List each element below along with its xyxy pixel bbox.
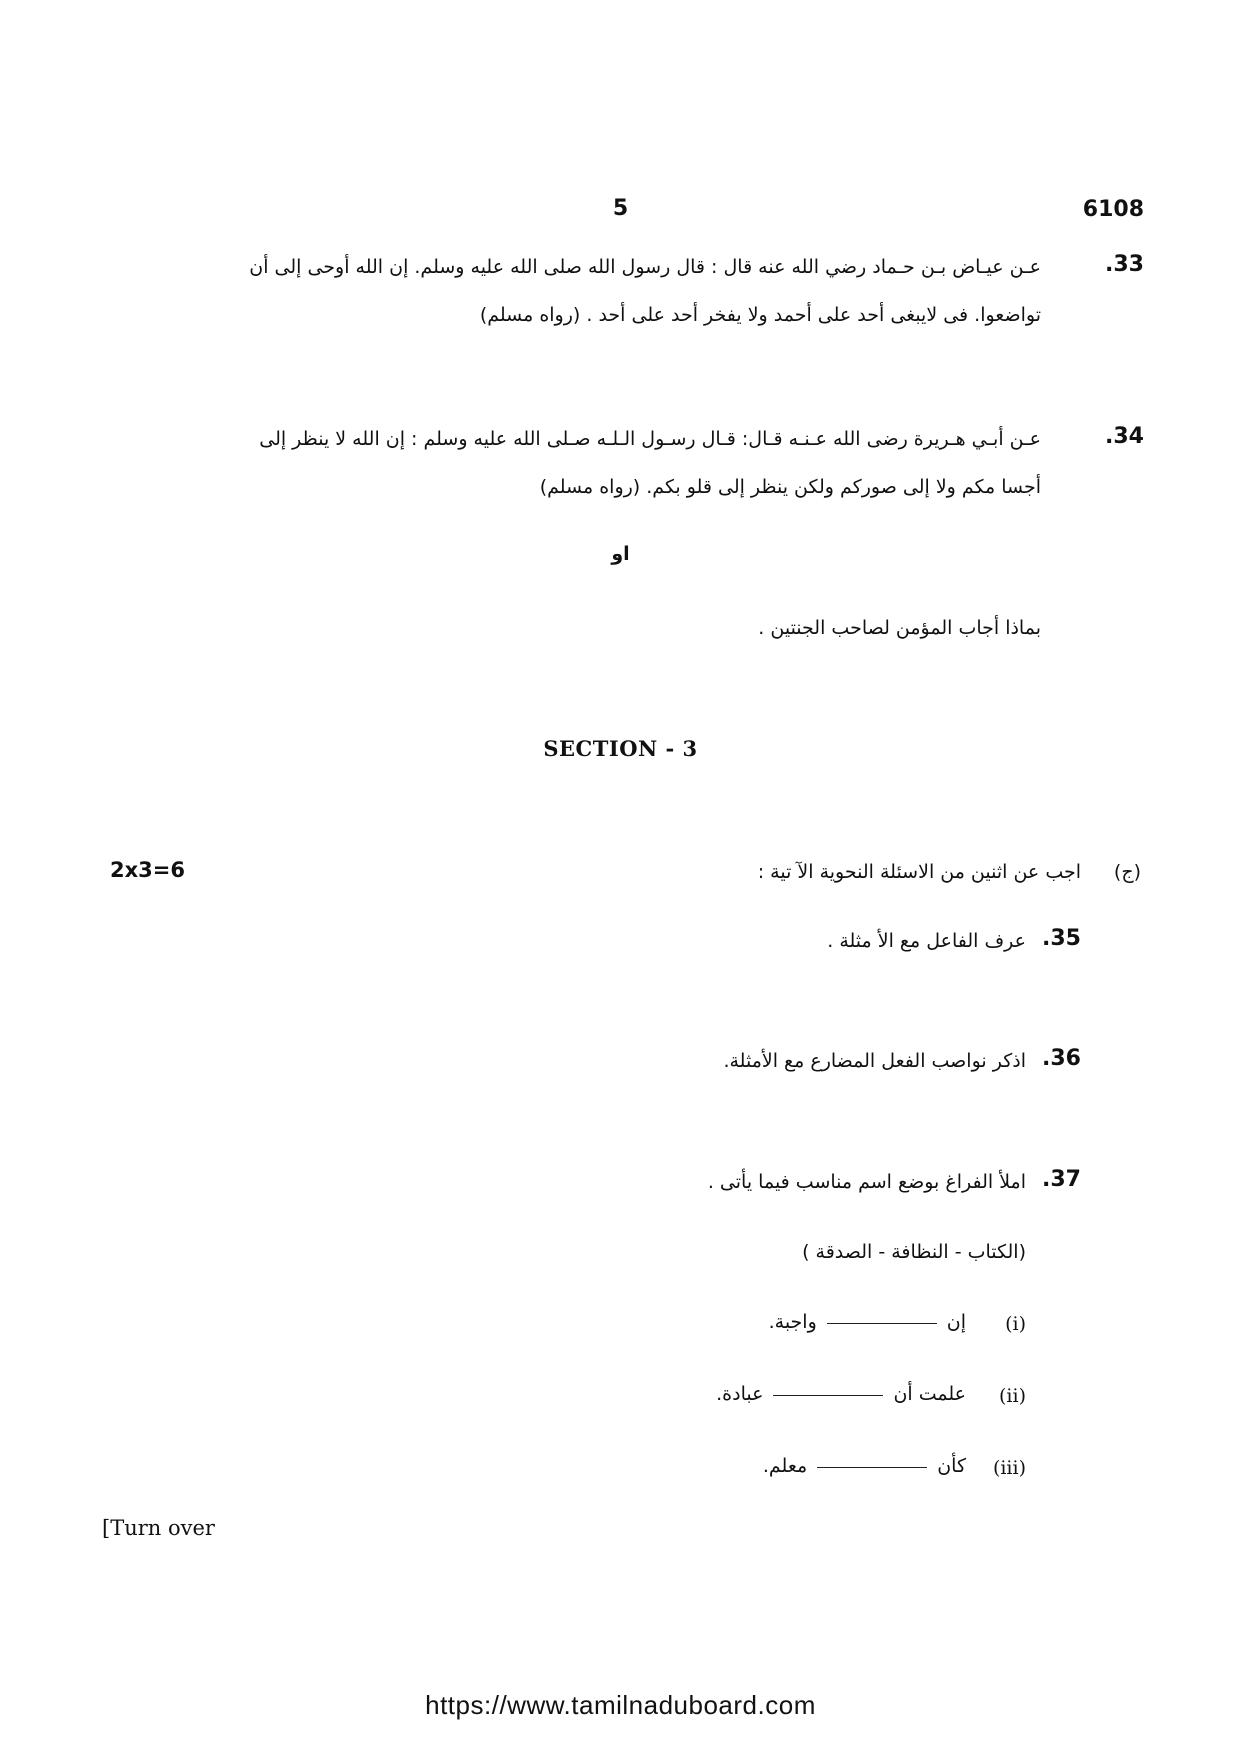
question-34-number: .34 bbox=[1105, 424, 1144, 449]
paper-code: 6108 bbox=[1082, 197, 1144, 222]
section-instruction-label: (ج) bbox=[1113, 861, 1141, 883]
item-after: عبادة. bbox=[716, 1383, 764, 1405]
blank-line bbox=[827, 1321, 937, 1324]
question-35-text: عرف الفاعل مع الأ مثلة . bbox=[827, 930, 1026, 952]
item-before: إن bbox=[946, 1311, 966, 1333]
section-marks: 2x3=6 bbox=[110, 858, 185, 882]
item-label: (iii) bbox=[992, 1457, 1026, 1479]
question-35-number: .35 bbox=[1042, 926, 1081, 951]
item-after: واجبة. bbox=[768, 1311, 817, 1333]
item-before: كأن bbox=[937, 1455, 966, 1477]
page-number: 5 bbox=[612, 196, 629, 221]
item-label: (ii) bbox=[999, 1385, 1026, 1407]
or-separator: او bbox=[611, 543, 630, 565]
item-label: (i) bbox=[1005, 1313, 1026, 1335]
question-33-number: .33 bbox=[1105, 252, 1144, 277]
question-33-line-1: عـن عيـاض بـن حـماد رضي الله عنه قال : قال رسول الله صلى الله عليه وسلم. إن الله أوحى إلى أن bbox=[249, 256, 1041, 278]
fill-blank-item bbox=[716, 1370, 966, 1418]
turn-over-note: [Turn over bbox=[102, 1516, 215, 1540]
footer-url[interactable]: https://www.tamilnaduboard.com bbox=[425, 1690, 816, 1720]
item-before: علمت أن bbox=[893, 1383, 966, 1405]
question-34-line-1: عـن أبـي هـريرة رضى الله عـنـه قـال: قـال رسـول الـلـه صـلى الله عليه وسلم : إن الله لا ينظر إلى bbox=[259, 428, 1041, 450]
item-after: معلم. bbox=[762, 1455, 808, 1477]
blank-line bbox=[817, 1465, 927, 1468]
fill-blank-item bbox=[769, 1298, 966, 1346]
question-34-line-2: أجسا مكم ولا إلى صوركم ولكن ينظر إلى قلو بكم. (رواه مسلم) bbox=[539, 476, 1041, 498]
question-34-alternative: بماذا أجاب المؤمن لصاحب الجنتين . bbox=[758, 617, 1041, 639]
question-36-text: اذكر نواصب الفعل المضارع مع الأمثلة. bbox=[723, 1050, 1026, 1072]
question-33-line-2: تواضعوا. فى لايبغى أحد على أحمد ولا يفخر أحد على أحد . (رواه مسلم) bbox=[479, 304, 1041, 326]
section-heading: SECTION - 3 bbox=[543, 736, 698, 761]
question-37-number: .37 bbox=[1042, 1167, 1081, 1192]
blank-line bbox=[773, 1393, 883, 1396]
question-36-number: .36 bbox=[1042, 1046, 1081, 1071]
fill-blank-item bbox=[763, 1442, 966, 1490]
question-37-text: املأ الفراغ بوضع اسم مناسب فيما يأتى . bbox=[707, 1171, 1026, 1193]
section-instruction: اجب عن اثنين من الاسئلة النحوية الآ تية : bbox=[757, 861, 1081, 883]
question-37-options: (الكتاب - النظافة - الصدقة ) bbox=[802, 1241, 1026, 1263]
